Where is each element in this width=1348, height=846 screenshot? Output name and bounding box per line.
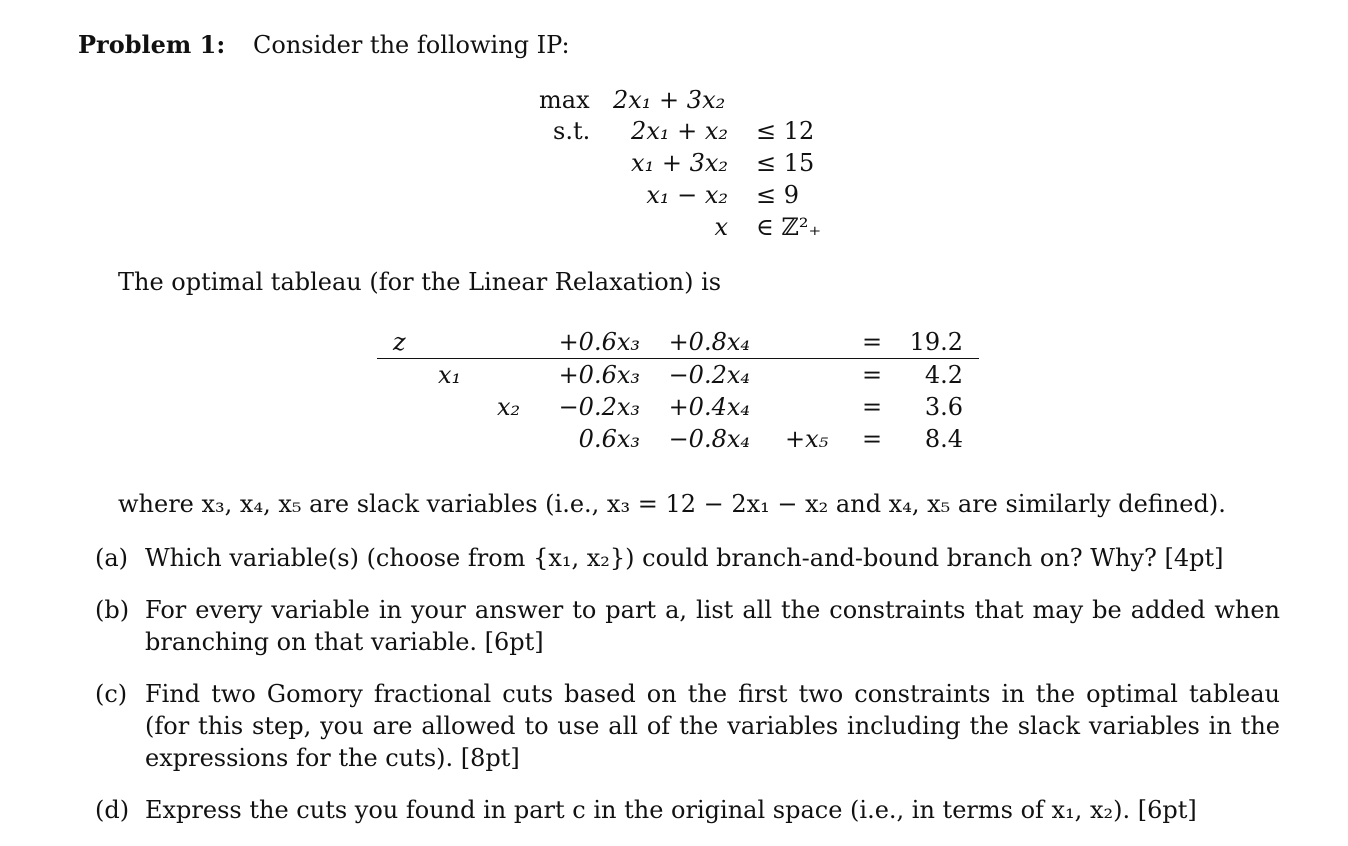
ip-constraint-rhs-3: ≤ 9 [756,181,800,209]
tableau-cell: 0.6x₃ [578,425,640,453]
tableau-divider [377,358,979,359]
part-d-text: Express the cuts you found in part c in the original space (i.e., in terms of x₁, x₂). [6pt] [145,796,1197,824]
ip-constraint-rhs-2: ≤ 15 [756,149,815,177]
part-b-label: (b) [95,596,130,624]
tableau-equals: = [862,425,883,453]
ip-max-keyword: max [539,86,590,114]
tableau-cell: +0.8x₄ [668,328,750,356]
ip-domain-lhs: x [714,213,728,241]
ip-objective: 2x₁ + 3x₂ [613,86,726,114]
tableau-equals: = [862,328,883,356]
tableau-cell-x5: +x₅ [785,425,829,453]
tableau-equals: = [862,393,883,421]
tableau-cell: +0.6x₃ [558,361,640,389]
problem-intro: Consider the following IP: [253,31,570,59]
tableau-cell: −0.2x₃ [558,393,640,421]
tableau-equals: = [862,361,883,389]
part-b-text: For every variable in your answer to part a, list all the constraints that may be added when branching on that variable. [6pt] [145,596,1280,656]
ip-constraint-lhs-1: 2x₁ + x₂ [631,117,728,145]
tableau-cell-z: z [393,328,406,356]
tableau-rhs: 3.6 [924,393,963,421]
part-c-text: Find two Gomory fractional cuts based on the first two constraints in the optimal tableau (for this step, you are allowed to use all of the variables including the slack variables in the expressions for the cuts). [8pt] [145,680,1280,772]
tableau-rhs: 19.2 [909,328,963,356]
slack-variables-note: where x₃, x₄, x₅ are slack variables (i.e., x₃ = 12 − 2x₁ − x₂ and x₄, x₅ are similarly defined). [118,490,1226,518]
ip-constraint-lhs-2: x₁ + 3x₂ [631,149,728,177]
ip-constraint-rhs-1: ≤ 12 [756,117,815,145]
tableau-intro: The optimal tableau (for the Linear Relaxation) is [118,268,722,296]
ip-constraint-lhs-3: x₁ − x₂ [646,181,728,209]
tableau-cell: −0.8x₄ [668,425,750,453]
ip-st-keyword: s.t. [553,117,591,145]
tableau-cell: +0.6x₃ [558,328,640,356]
tableau-cell: +0.4x₄ [668,393,750,421]
part-a-label: (a) [95,544,129,572]
part-d-label: (d) [95,796,130,824]
part-a-text: Which variable(s) (choose from {x₁, x₂}) could branch-and-bound branch on? Why? [4pt] [145,544,1224,572]
ip-domain-rhs: ∈ ℤ²₊ [756,213,822,241]
problem-label: Problem 1: [78,30,226,59]
part-c-label: (c) [95,680,128,708]
tableau-cell-x2: x₂ [497,393,521,421]
tableau-rhs: 8.4 [924,425,963,453]
tableau-cell-x1: x₁ [438,361,462,389]
tableau-rhs: 4.2 [924,361,963,389]
tableau-cell: −0.2x₄ [668,361,750,389]
